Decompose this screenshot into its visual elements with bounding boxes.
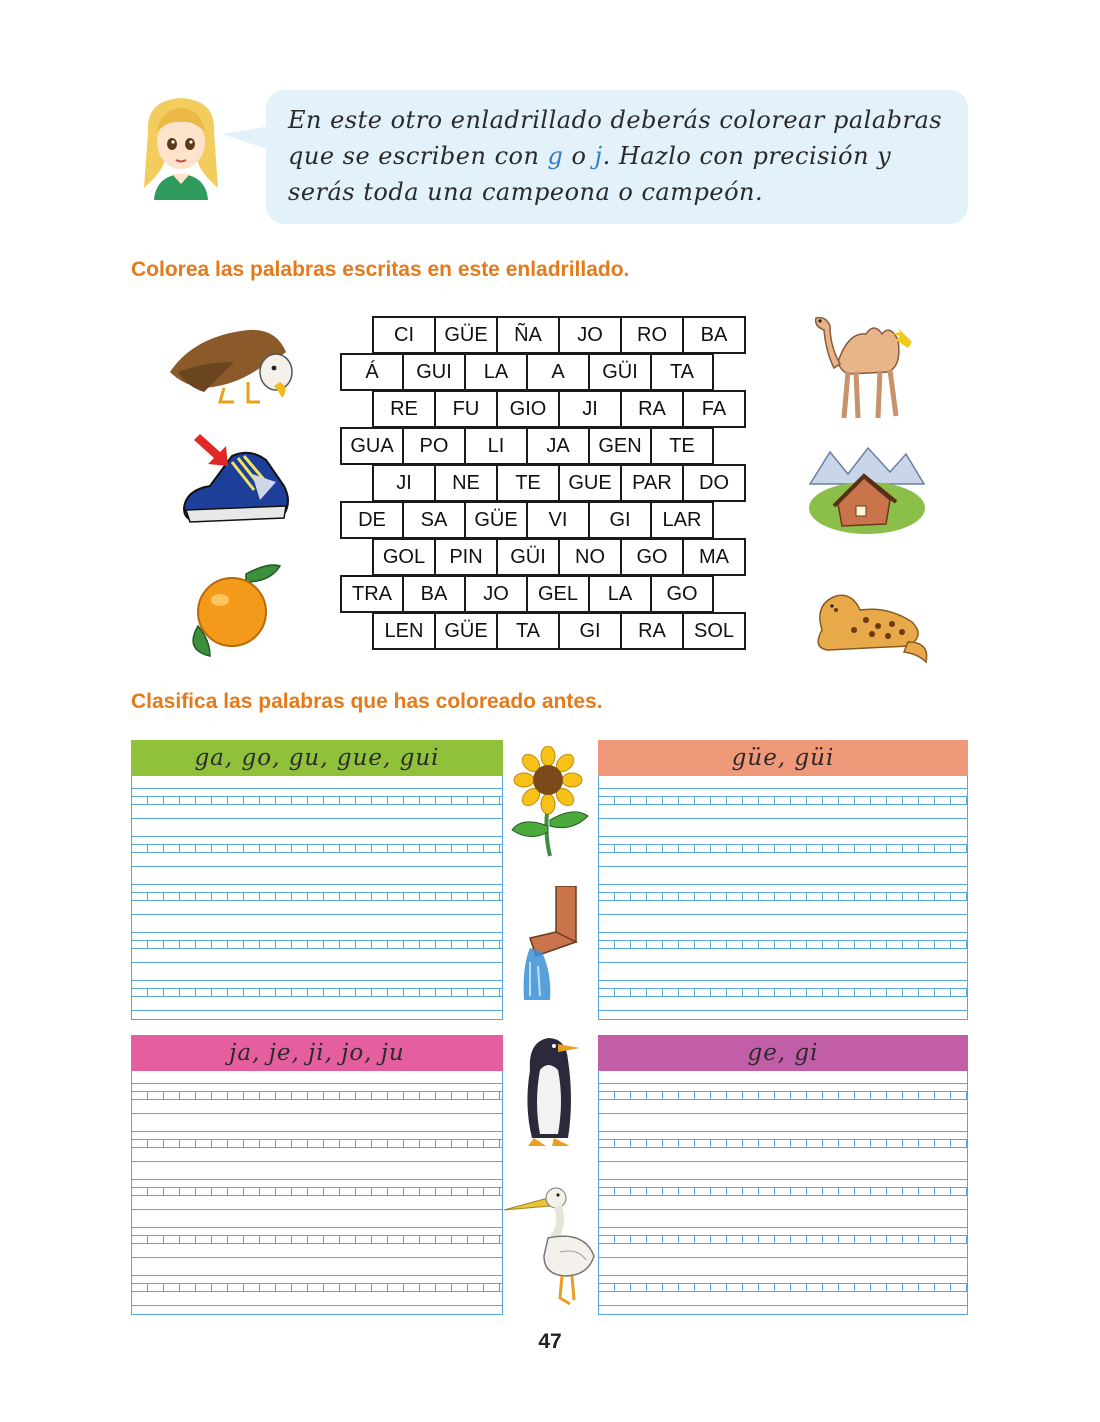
brick[interactable]: CI	[372, 316, 436, 354]
letter-j: j	[594, 142, 603, 170]
brick-row	[372, 390, 744, 428]
brick[interactable]: TE	[496, 464, 560, 502]
brick[interactable]: FA	[682, 390, 746, 428]
brick[interactable]: GÜI	[588, 353, 652, 391]
brick[interactable]: LEN	[372, 612, 436, 650]
brick[interactable]: GO	[650, 575, 714, 613]
brick[interactable]: NE	[434, 464, 498, 502]
heading-colorea: Colorea las palabras escritas en este enladrillado.	[131, 258, 630, 281]
leopard-icon	[808, 570, 936, 666]
brick[interactable]: GUI	[402, 353, 466, 391]
brick[interactable]: GÜE	[434, 612, 498, 650]
brick[interactable]: BA	[402, 575, 466, 613]
brick-row	[340, 575, 712, 613]
girl-avatar-icon	[138, 92, 224, 200]
page-number: 47	[538, 1330, 562, 1353]
instruction-line-2-end: . Hazlo con precisión y	[602, 142, 892, 170]
brick[interactable]: BA	[682, 316, 746, 354]
brick[interactable]: JI	[372, 464, 436, 502]
sunflower-icon	[508, 746, 590, 858]
letter-g: g	[547, 142, 564, 170]
panel-gue-gui	[598, 740, 968, 1020]
gutter-icon	[516, 886, 586, 1002]
brick[interactable]: TA	[650, 353, 714, 391]
brick[interactable]: JO	[464, 575, 528, 613]
brick[interactable]: RE	[372, 390, 436, 428]
brick[interactable]: JI	[558, 390, 622, 428]
brick-row	[372, 612, 744, 650]
sneaker-icon	[180, 430, 292, 526]
brick-row	[372, 538, 744, 576]
brick[interactable]: PAR	[620, 464, 684, 502]
brick[interactable]: TE	[650, 427, 714, 465]
panel-ga-title: ga, go, gu, gue, gui	[131, 740, 503, 776]
brick[interactable]: RO	[620, 316, 684, 354]
penguin-icon	[518, 1030, 582, 1150]
brick-row	[372, 316, 744, 354]
panel-ge-title: ge, gi	[598, 1035, 968, 1071]
brick-row	[340, 427, 712, 465]
heading-clasifica: Clasifica las palabras que has coloreado antes.	[131, 690, 603, 713]
writing-lines[interactable]	[131, 1071, 503, 1315]
brick[interactable]: TA	[496, 612, 560, 650]
brick[interactable]: GÜE	[434, 316, 498, 354]
eagle-icon	[164, 322, 296, 408]
panel-ja-title: ja, je, ji, jo, ju	[131, 1035, 503, 1071]
brick[interactable]: SOL	[682, 612, 746, 650]
brick[interactable]: A	[526, 353, 590, 391]
brick[interactable]: LA	[588, 575, 652, 613]
brick[interactable]: TRA	[340, 575, 404, 613]
brick[interactable]: RA	[620, 390, 684, 428]
speech-bubble	[266, 90, 968, 224]
brick[interactable]: DO	[682, 464, 746, 502]
panel-ge-gi	[598, 1035, 968, 1315]
brick[interactable]: VI	[526, 501, 590, 539]
brick[interactable]: GOL	[372, 538, 436, 576]
brick[interactable]: LA	[464, 353, 528, 391]
brick[interactable]: PO	[402, 427, 466, 465]
brick[interactable]: RA	[620, 612, 684, 650]
brick[interactable]: GO	[620, 538, 684, 576]
instruction-line-1: En este otro enladrillado deberás colorear palabras	[288, 106, 943, 134]
brick-row	[340, 353, 712, 391]
brick[interactable]: PIN	[434, 538, 498, 576]
instruction-line-2-start: que se escriben con	[288, 142, 548, 170]
instruction-line-2	[288, 138, 952, 174]
brick[interactable]: FU	[434, 390, 498, 428]
camel-icon	[808, 306, 920, 426]
brick[interactable]: GÜI	[496, 538, 560, 576]
brick[interactable]: Á	[340, 353, 404, 391]
brick[interactable]: GI	[588, 501, 652, 539]
brick[interactable]: JA	[526, 427, 590, 465]
brick[interactable]: GIO	[496, 390, 560, 428]
panel-gue-title: güe, güi	[598, 740, 968, 776]
brick[interactable]: GÜE	[464, 501, 528, 539]
stork-icon	[504, 1180, 596, 1306]
brick[interactable]: NO	[558, 538, 622, 576]
brick[interactable]: GI	[558, 612, 622, 650]
brick[interactable]: ÑA	[496, 316, 560, 354]
panel-ja-je-ji	[131, 1035, 503, 1315]
brick[interactable]: GUA	[340, 427, 404, 465]
brick[interactable]: LAR	[650, 501, 714, 539]
brick[interactable]: DE	[340, 501, 404, 539]
panel-ga-go-gu	[131, 740, 503, 1020]
brick-row	[340, 501, 712, 539]
instruction-text	[288, 102, 952, 210]
brick[interactable]: GEL	[526, 575, 590, 613]
brick[interactable]: SA	[402, 501, 466, 539]
brick-row	[372, 464, 744, 502]
orange-icon	[184, 560, 282, 658]
instruction-line-3: serás toda una campeona o campeón.	[288, 178, 764, 206]
brick[interactable]: GEN	[588, 427, 652, 465]
brick[interactable]: GUE	[558, 464, 622, 502]
writing-lines[interactable]	[598, 1071, 968, 1315]
writing-lines[interactable]	[131, 776, 503, 1020]
brick[interactable]: MA	[682, 538, 746, 576]
brick-wall	[340, 316, 764, 656]
chalet-icon	[808, 444, 926, 536]
instruction-line-2-mid: o	[563, 142, 595, 170]
writing-lines[interactable]	[598, 776, 968, 1020]
brick[interactable]: JO	[558, 316, 622, 354]
brick[interactable]: LI	[464, 427, 528, 465]
